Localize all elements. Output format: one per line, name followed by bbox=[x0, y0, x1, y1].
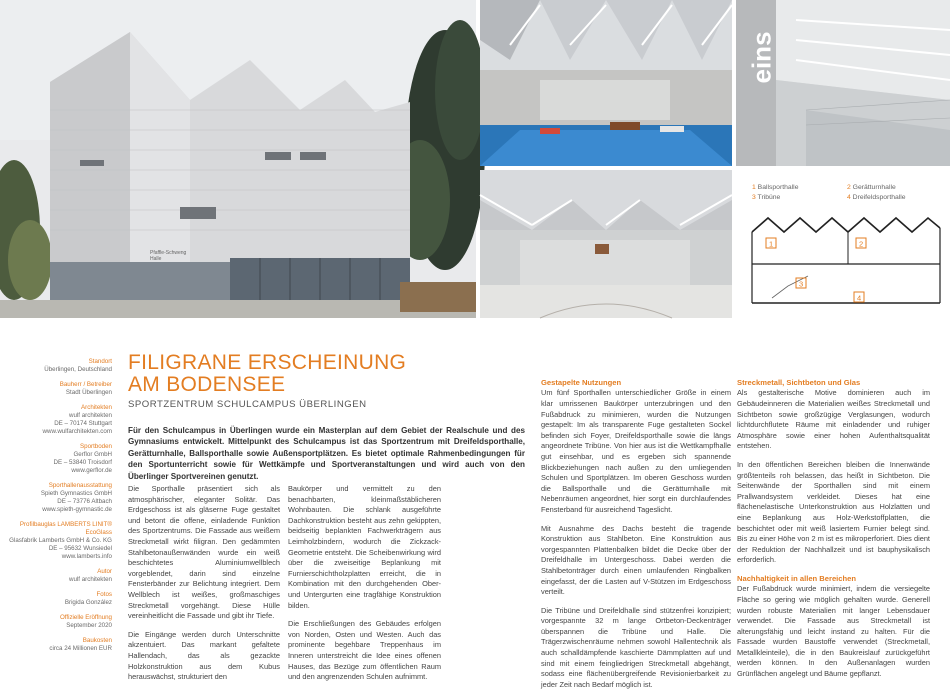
interior-photo-bottom bbox=[480, 170, 732, 318]
fact-value: www.gerflor.de bbox=[71, 467, 112, 474]
fact-value: DE – 73776 Altbach bbox=[57, 498, 112, 505]
fact-label: Architekten bbox=[81, 404, 112, 411]
fact-block bbox=[0, 591, 112, 607]
legend-item-4: 4 Dreifeldsporthalle bbox=[847, 193, 906, 201]
fact-value: www.spieth-gymnastic.de bbox=[42, 506, 112, 513]
article-title: FILIGRANE ERSCHEINUNG AM BODENSEE bbox=[128, 351, 407, 396]
fact-value: www.lamberts.info bbox=[61, 553, 112, 560]
fact-value: www.wulfarchitekten.com bbox=[42, 428, 112, 435]
building-sign-text: Pfaffle-Schweng Halle bbox=[150, 250, 187, 262]
fact-block bbox=[0, 381, 112, 397]
fact-value: circa 24 Millionen EUR bbox=[49, 645, 112, 652]
paragraph: In den öffentlichen Bereichen bleiben die Innenwände größtenteils roh belassen, das heißt in Sichtbeton. Die Seitenwände der Sporthallen sind mit einem Prallwandsystem verkleidet. Dieses hat eine flächenelastische Unterkonstruktion aus Holzlatten und eine Beplankung aus Holz-Werkstoffplatten, die beschichtet oder mit weiß lasiertem Furnier belegt sind. Bis zu einer Höhe von 2 m ist es mikroperforiert. Dies dient der Reduktion der Nachhallzeit und ist bauphysikalisch erforderlich. bbox=[737, 459, 930, 565]
fact-label: Standort bbox=[88, 358, 112, 365]
article-subtitle: SPORTZENTRUM SCHULCAMPUS ÜBERLINGEN bbox=[128, 399, 367, 410]
fact-value: Spieth Gymnastics GmbH bbox=[40, 490, 112, 497]
fact-label: Sportboden bbox=[80, 443, 112, 450]
interior-photo-top bbox=[480, 0, 732, 166]
section-heading: Gestapelte Nutzungen bbox=[541, 378, 622, 387]
fact-block bbox=[0, 443, 112, 475]
paragraph: Die Erschließungen des Gebäudes erfolgen von Norden, Osten und Westen. Auch das prominente begehbare Treppenhaus im Inneren unterstreicht die Idee eines offenen Hauses, das Bezüge zum öffentlichen Raum und den angrenzenden Schulen aufnimmt. bbox=[288, 619, 441, 682]
fact-value: DE – 70174 Stuttgart bbox=[54, 420, 112, 427]
building-section-drawing bbox=[748, 208, 944, 308]
fact-value: DE – 95632 Wunsiedel bbox=[48, 545, 112, 552]
fact-label: Offizielle Eröffnung bbox=[59, 614, 112, 621]
fact-label: Sporthallenausstattung bbox=[48, 482, 112, 489]
interior-photo-eins bbox=[736, 0, 950, 166]
fact-block bbox=[0, 358, 112, 374]
body-column-2 bbox=[288, 484, 441, 691]
paragraph: Baukörper und vermittelt zu den benachbarten, kleinmaßstäblicheren Wohnbauten. Die schlank ausgeführte Dachkonstruktion besteht aus zehn gekippten, beidseitig beplankten Fachwerkträgern aus Leimholzbindern, wodurch die Zickzack-Geometrie entsteht. Die Scheibenwirkung wird über die zweiseitige Beplankung mit Furnierschichtholzplatten erreicht, die in Kombination mit den durchgehenden Ober- und Untergurten eine tragfähige Konstruktion bilden. bbox=[288, 484, 441, 610]
section-heading: Nachhaltigkeit in allen Bereichen bbox=[737, 573, 857, 583]
section-number-2: 2 bbox=[859, 239, 864, 249]
section-legend bbox=[752, 183, 942, 202]
paragraph: Die Sporthalle präsentiert sich als atmosphärischer, eleganter Solitär. Das Erdgeschoss ist als gläserne Fuge gestaltet und betont die offene, einladende Funktion des Sportzentrums. Die Fassade aus weißem Streckmetall wirkt filigran. Den gedämmten Stahlbetonaußenwänden wurde ein weiß beschichtetes Aluminiumwellblech vorgeblendet, darin sind einzelne Fensterbänder zur Belichtung integriert. Dem Wellblech ist weißes, großmaschiges Streckmetall vorgehängt. Diese Hülle vereinheitlicht die Fassade und gibt ihr Tiefe. bbox=[128, 484, 280, 621]
body-column-4 bbox=[737, 378, 930, 688]
fact-label: Fotos bbox=[96, 591, 112, 598]
fact-block bbox=[0, 404, 112, 436]
body-column-1 bbox=[128, 484, 280, 691]
paragraph: Als gestalterische Motive dominieren auch im Gebäudeinneren die Materialien weißes Streckmetall und Sichtbeton sowie großzügige Verglasungen, wodurch lichtdurchflutete Räume mit einladender und ruhiger Atmosphäre sowie einer hohen Aufenthaltsqualität entstehen. bbox=[737, 388, 930, 451]
legend-item-2: 2 Gerätturnhalle bbox=[847, 184, 896, 191]
fact-block bbox=[0, 521, 112, 561]
legend-item-3: 3 Tribüne bbox=[752, 193, 781, 201]
fact-label: Autor bbox=[97, 568, 112, 575]
section-number-4: 4 bbox=[857, 293, 862, 303]
fact-label: Bauherr / Betreiber bbox=[59, 381, 112, 388]
fact-value: wulf architekten bbox=[69, 576, 112, 583]
fact-value: September 2020 bbox=[66, 622, 112, 629]
paragraph: Um fünf Sporthallen unterschiedlicher Größe in einem klar umrissenen Baukörper unterzubringen und den Fußabdruck zu minimieren, wurden die Nutzungen gestapelt: Im als transparente Fuge gestalteten Sockel befinden sich Foyer, Dreifeldsporthalle sowie die längs angeordnete Tribüne. Von hier aus ist die Wettkampfhalle gut einsehbar, und es ergeben sich spannende Blickbeziehungen nach außen zu den umliegenden Schulen und Sportplätzen. Im oberen Geschoss wurden die Ballsporthalle und die Gerätturnhalle mit Nebenräumen angeordnet, hier sorgt ein durchlaufendes Fensterband für ausreichend Tageslicht. bbox=[541, 388, 731, 514]
project-facts-sidebar bbox=[0, 358, 112, 660]
paragraph: Die Eingänge werden durch Unterschnitte akzentuiert. Das markant gefaltete Hallendach, das als gezackte Holzkonstruktion aus dem Kubus herauswächst, strukturiert den bbox=[128, 629, 280, 682]
article-lead: Für den Schulcampus in Überlingen wurde ein Masterplan auf dem Gebiet der Realschule und des Gymnasiums entwickelt. Mittelpunkt des Schulcampus ist das Sportzentrum mit Dreifeldsporthalle, Gerätturnhalle, Ballsporthalle sowie Außensportplätzen. Es bietet optimale Rahmenbedingungen für den Sportunterricht sowie für Wettkämpfe und Sportveranstaltungen und wird auch von den Überlinger Sportvereinen genutzt. bbox=[128, 426, 525, 481]
fact-block bbox=[0, 568, 112, 584]
paragraph: Mit Ausnahme des Dachs besteht die tragende Konstruktion aus Stahlbeton. Eine Konstruktion aus vorgespannten Plattenbalken bildet die Decke über der Dreifeldhalle im Untergeschoss. Dabei werden die Stahlbetonträger durch einen umlaufenden Ringbalken eingefasst, der die Lasten auf V-Stützen im Erdgeschoss verteilt. bbox=[541, 523, 731, 597]
legend-item-1: 1 Ballsporthalle bbox=[752, 184, 799, 191]
fact-block bbox=[0, 482, 112, 514]
fact-label: Profilbauglas LAMBERTS LINIT® EcoGlass bbox=[19, 521, 112, 536]
fact-value: Brigida González bbox=[64, 599, 112, 606]
fact-value: wulf architekten bbox=[69, 412, 112, 419]
section-heading: Streckmetall, Sichtbeton und Glas bbox=[737, 378, 861, 387]
exterior-photo bbox=[0, 0, 476, 318]
fact-value: Gerflor GmbH bbox=[73, 451, 112, 458]
paragraph: Der Fußabdruck wurde minimiert, indem die versiegelte Fläche so gering wie möglich gehalten wurde. Generell wurden robuste Materialien mit langer Lebensdauer verwendet. Die Fassade aus Streckmetall ist alterungsfähig und leicht instand zu halten. Für die Fassade wurden Baustoffe verwendet (Streckmetall, Metallkleinteile), die in den Baukreislauf zurückgeführt werden können. In den Außenanlagen wurden Grünflächen angelegt und Bäume gepflanzt. bbox=[737, 584, 930, 679]
fact-value: Glasfabrik Lamberts GmbH & Co. KG bbox=[9, 537, 112, 544]
fact-value: Überlingen, Deutschland bbox=[44, 366, 112, 373]
body-column-3 bbox=[541, 378, 731, 698]
fact-value: DE – 53840 Troisdorf bbox=[53, 459, 112, 466]
section-number-1: 1 bbox=[769, 239, 774, 249]
fact-value: Stadt Überlingen bbox=[65, 389, 112, 396]
eins-wall-lettering: eins bbox=[746, 31, 777, 84]
fact-block bbox=[0, 614, 112, 630]
section-number-3: 3 bbox=[799, 279, 804, 289]
fact-label: Baukosten bbox=[82, 637, 112, 644]
paragraph: Die Tribüne und Dreifeldhalle sind stützenfrei konzipiert; vorgespannte 32 m lange Ortbeton-Deckenträger überspannen die Tribüne und Halle. Die Trägerzwischenräume nehmen sowohl Hallentechnik als auch schalldämpfende kaschierte Dämmplatten auf und sind mit einem feingliedrigen Streckmetall abgehängt, sodass eine flächenübergreifende Revisionierbarkeit zu jeder Zeit nach Bedarf möglich ist. bbox=[541, 605, 731, 689]
fact-block bbox=[0, 637, 112, 653]
